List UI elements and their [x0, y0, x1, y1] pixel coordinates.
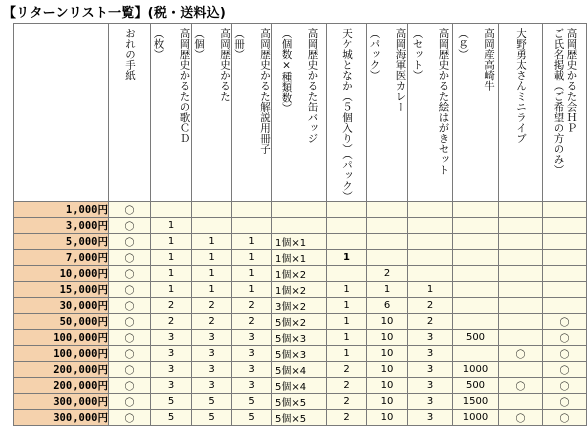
table-cell: 〇 — [499, 378, 543, 394]
table-cell: 〇 — [109, 202, 151, 218]
table-cell — [272, 218, 327, 234]
table-cell — [499, 218, 543, 234]
table-cell: 2 — [408, 314, 453, 330]
table-cell: 〇 — [109, 346, 151, 362]
table-cell — [327, 266, 367, 282]
table-cell — [151, 202, 192, 218]
table-cell — [543, 282, 587, 298]
table-cell: 2 — [192, 298, 232, 314]
table-cell — [543, 250, 587, 266]
table-cell — [408, 250, 453, 266]
table-cell: 〇 — [109, 218, 151, 234]
table-cell: 5 — [232, 410, 272, 426]
table-cell: 〇 — [109, 410, 151, 426]
column-header — [327, 24, 367, 202]
table-cell — [453, 202, 499, 218]
table-cell — [453, 250, 499, 266]
hdr-tegami: おれの手紙 — [124, 28, 136, 81]
table-cell: 5個×3 — [272, 330, 327, 346]
table-row — [14, 234, 587, 250]
hdr-curry: 高岡海軍医カレー （パック） — [368, 28, 407, 112]
table-cell: 3 — [192, 346, 232, 362]
price-cell: 3,000円 — [14, 218, 109, 234]
table-cell: 2 — [367, 266, 408, 282]
table-cell: 1個×1 — [272, 234, 327, 250]
table-cell: 2 — [232, 314, 272, 330]
table-cell: 〇 — [109, 378, 151, 394]
table-cell: 1 — [327, 330, 367, 346]
table-cell: 3 — [151, 346, 192, 362]
table-cell: 1500 — [453, 394, 499, 410]
table-cell — [453, 218, 499, 234]
table-cell: 3 — [151, 330, 192, 346]
table-cell — [499, 362, 543, 378]
table-cell: 10 — [367, 394, 408, 410]
table-cell: 1 — [192, 266, 232, 282]
price-cell: 30,000円 — [14, 298, 109, 314]
column-header — [272, 24, 327, 202]
table-cell: 1 — [151, 282, 192, 298]
table-cell — [367, 218, 408, 234]
table-cell: 〇 — [543, 362, 587, 378]
table-cell: 1 — [192, 282, 232, 298]
column-header — [151, 24, 192, 202]
table-cell — [499, 202, 543, 218]
hdr-live: 大野勇太さんミニライブ — [515, 28, 527, 144]
page-title: 【リターンリスト一覧】(税・送料込) — [3, 6, 226, 21]
table-cell: 1 — [151, 218, 192, 234]
table-cell — [453, 282, 499, 298]
table-cell: 〇 — [499, 410, 543, 426]
price-cell: 5,000円 — [14, 234, 109, 250]
hdr-badge: 高岡歴史かるた缶バッジ （個数×種類数） — [280, 28, 319, 144]
table-cell — [453, 298, 499, 314]
table-cell — [499, 266, 543, 282]
price-cell: 50,000円 — [14, 314, 109, 330]
table-row — [14, 298, 587, 314]
table-cell: 10 — [367, 362, 408, 378]
table-cell: 5個×3 — [272, 346, 327, 362]
table-cell — [272, 202, 327, 218]
table-cell: 5個×5 — [272, 410, 327, 426]
table-cell: 3 — [151, 378, 192, 394]
column-header — [499, 24, 543, 202]
table-cell — [499, 282, 543, 298]
table-cell — [453, 234, 499, 250]
table-cell: 5 — [151, 410, 192, 426]
table-cell: 2 — [151, 298, 192, 314]
table-cell: 10 — [367, 314, 408, 330]
table-cell — [367, 234, 408, 250]
table-cell — [232, 202, 272, 218]
table-cell: 1個×2 — [272, 282, 327, 298]
table-cell: 5 — [192, 394, 232, 410]
table-row — [14, 378, 587, 394]
table-cell: 2 — [327, 378, 367, 394]
table-cell: 〇 — [109, 266, 151, 282]
table-cell — [499, 394, 543, 410]
table-cell: 〇 — [109, 362, 151, 378]
table-cell — [499, 330, 543, 346]
table-cell: 5 — [192, 410, 232, 426]
price-cell: 15,000円 — [14, 282, 109, 298]
table-row — [14, 362, 587, 378]
table-cell: 〇 — [109, 298, 151, 314]
hdr-uta-cd: 高岡歴史かるたの歌ＣＤ （枚） — [152, 28, 191, 144]
hdr-karuta: 高岡歴史かるた （個） — [193, 28, 231, 102]
table-cell: 1 — [367, 282, 408, 298]
table-cell: 1000 — [453, 362, 499, 378]
table-cell: 〇 — [543, 314, 587, 330]
table-row — [14, 330, 587, 346]
table-row — [14, 202, 587, 218]
table-cell: 3 — [192, 362, 232, 378]
table-cell: 2 — [327, 362, 367, 378]
table-cell — [408, 218, 453, 234]
table-cell: 〇 — [109, 282, 151, 298]
table-cell — [327, 202, 367, 218]
table-cell: 5個×4 — [272, 362, 327, 378]
table-cell — [453, 346, 499, 362]
column-header — [109, 24, 151, 202]
table-cell: 〇 — [109, 234, 151, 250]
table-cell — [327, 234, 367, 250]
table-cell: 3 — [408, 378, 453, 394]
table-cell — [192, 202, 232, 218]
table-cell: 1 — [232, 234, 272, 250]
table-cell — [453, 314, 499, 330]
table-cell: 5 — [151, 394, 192, 410]
table-cell: 3 — [408, 346, 453, 362]
table-cell — [367, 202, 408, 218]
table-cell: 〇 — [543, 410, 587, 426]
table-cell: 〇 — [109, 314, 151, 330]
table-cell: 1個×1 — [272, 250, 327, 266]
column-header — [453, 24, 499, 202]
table-cell: 1 — [408, 282, 453, 298]
hdr-monaka: 天ケ城となか（５個入り）（パック） — [341, 28, 353, 202]
column-header — [232, 24, 272, 202]
table-cell: 1 — [151, 250, 192, 266]
table-row — [14, 394, 587, 410]
table-cell: 3 — [232, 362, 272, 378]
price-cell: 100,000円 — [14, 346, 109, 362]
table-cell: 5 — [232, 394, 272, 410]
table-cell — [453, 266, 499, 282]
corner-cell — [14, 24, 109, 202]
table-cell: 〇 — [109, 250, 151, 266]
table-cell: 〇 — [109, 330, 151, 346]
table-cell: 2 — [192, 314, 232, 330]
table-cell: 5個×5 — [272, 394, 327, 410]
table-cell: 5個×2 — [272, 314, 327, 330]
price-cell: 200,000円 — [14, 362, 109, 378]
price-cell: 100,000円 — [14, 330, 109, 346]
table-row — [14, 266, 587, 282]
table-cell: 1 — [192, 234, 232, 250]
table-cell: 500 — [453, 378, 499, 394]
price-cell: 300,000円 — [14, 410, 109, 426]
table-cell: 3 — [408, 330, 453, 346]
table-cell: 10 — [367, 330, 408, 346]
table-cell: 1 — [327, 250, 367, 266]
table-cell: 2 — [327, 410, 367, 426]
price-cell: 7,000円 — [14, 250, 109, 266]
table-cell — [543, 234, 587, 250]
table-cell: 〇 — [499, 346, 543, 362]
table-cell — [408, 266, 453, 282]
table-cell — [543, 266, 587, 282]
table-cell: 3 — [408, 410, 453, 426]
table-cell: 3 — [151, 362, 192, 378]
table-cell: 1 — [232, 250, 272, 266]
table-cell: 3 — [232, 378, 272, 394]
table-cell: 〇 — [543, 330, 587, 346]
table-cell: 2 — [151, 314, 192, 330]
table-cell: 3 — [232, 330, 272, 346]
table-row — [14, 250, 587, 266]
table-cell: 2 — [327, 394, 367, 410]
table-cell: 5個×4 — [272, 378, 327, 394]
table-cell: 〇 — [109, 394, 151, 410]
table-cell: 3 — [232, 346, 272, 362]
table-cell: 2 — [232, 298, 272, 314]
table-cell — [543, 218, 587, 234]
table-body — [14, 202, 587, 426]
table-cell — [367, 250, 408, 266]
table-cell — [192, 218, 232, 234]
table-cell: 〇 — [543, 378, 587, 394]
column-header — [543, 24, 587, 202]
hdr-kaisetsu: 高岡歴史かるた解説用冊子 （冊） — [233, 28, 271, 154]
hdr-postcard: 高岡歴史かるた絵はがきセット （セット） — [411, 28, 450, 175]
table-cell — [499, 298, 543, 314]
column-header — [408, 24, 453, 202]
table-cell — [408, 202, 453, 218]
price-cell: 300,000円 — [14, 394, 109, 410]
table-row — [14, 282, 587, 298]
table-cell: 1個×2 — [272, 266, 327, 282]
table-cell — [499, 250, 543, 266]
table-cell: 1 — [327, 282, 367, 298]
table-cell: 500 — [453, 330, 499, 346]
price-cell: 1,000円 — [14, 202, 109, 218]
price-cell: 10,000円 — [14, 266, 109, 282]
table-cell — [543, 298, 587, 314]
table-cell: 6 — [367, 298, 408, 314]
table-cell: 〇 — [543, 394, 587, 410]
table-cell: 3 — [408, 362, 453, 378]
table-cell: 10 — [367, 378, 408, 394]
table-cell: 3 — [192, 378, 232, 394]
table-cell — [408, 234, 453, 250]
table-cell: 3個×2 — [272, 298, 327, 314]
table-cell: 10 — [367, 410, 408, 426]
table-cell: 10 — [367, 346, 408, 362]
table-cell: 1000 — [453, 410, 499, 426]
table-cell: 1 — [192, 250, 232, 266]
table-row — [14, 410, 587, 426]
price-cell: 200,000円 — [14, 378, 109, 394]
header-row — [14, 24, 587, 202]
hdr-beef: 高岡産高崎牛 （ｇ） — [457, 28, 495, 91]
table-cell: 2 — [408, 298, 453, 314]
table-cell: 1 — [327, 298, 367, 314]
table-cell — [499, 234, 543, 250]
table-cell — [543, 202, 587, 218]
table-row — [14, 218, 587, 234]
table-cell: 3 — [192, 330, 232, 346]
table-cell: 3 — [408, 394, 453, 410]
table-cell — [327, 218, 367, 234]
table-cell: 1 — [151, 266, 192, 282]
hdr-meibo: 高岡歴史かるた会ＨＰ ご氏名掲載（ご希望の方のみ） — [552, 28, 578, 175]
table-cell: 1 — [232, 282, 272, 298]
table-cell: 1 — [151, 234, 192, 250]
table-cell — [232, 218, 272, 234]
table-row — [14, 314, 587, 330]
table-cell — [499, 314, 543, 330]
table-cell: 1 — [327, 314, 367, 330]
table-cell: 〇 — [543, 346, 587, 362]
column-header — [367, 24, 408, 202]
table-cell: 1 — [327, 346, 367, 362]
table-row — [14, 346, 587, 362]
column-header — [192, 24, 232, 202]
table-cell: 1 — [232, 266, 272, 282]
return-list-table — [13, 23, 587, 426]
